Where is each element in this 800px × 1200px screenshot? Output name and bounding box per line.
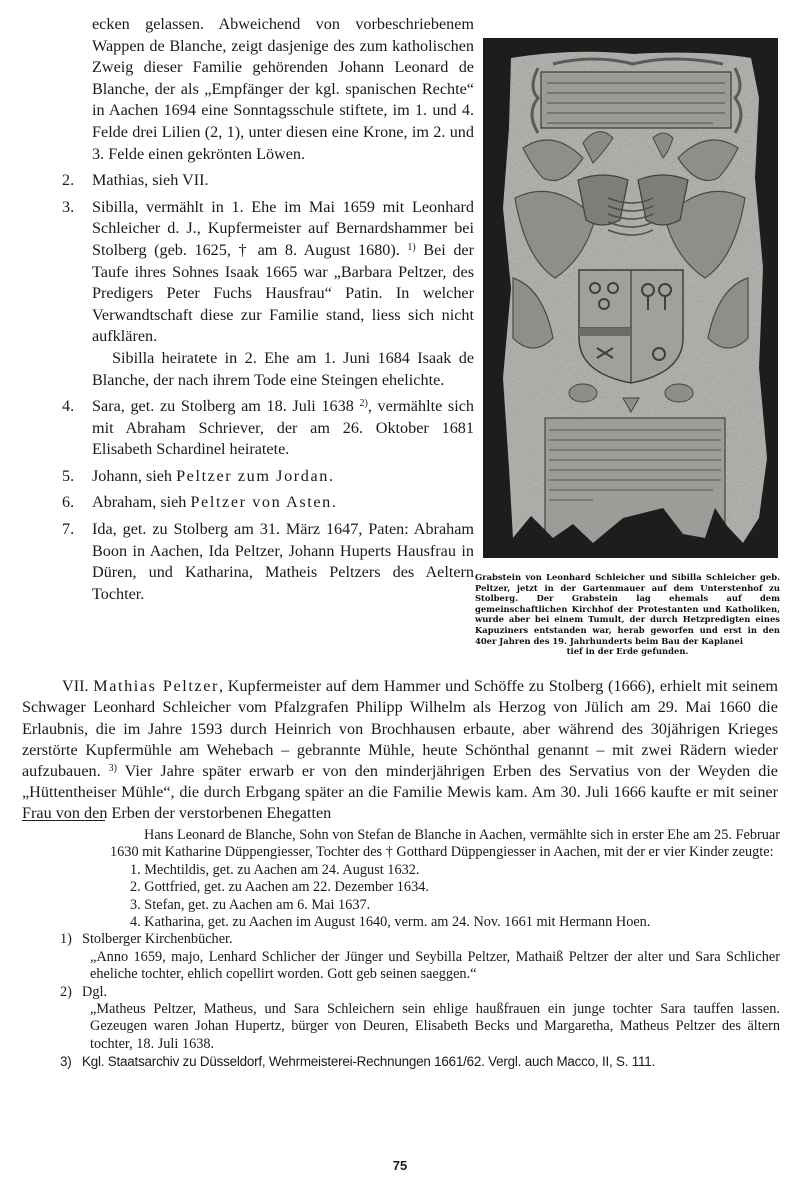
item-number: 2. bbox=[62, 171, 75, 190]
intro-paragraph: ecken gelassen. Abweichend von vorbeschriebenem Wappen de Blanche, zeigt dasjenige des zum katholischen Zweig dieser Familie gehörenden Johann Leonard de Blanche, der als „Empfänger der kgl. spanischen Rechte“ in Aachen 1694 eine Sonntagsschule stiftete, im 1. und 4. Felde drei Lilien (2, 1), unter diesen eine Krone, im 2. und 3. Felde einen gekrönten Löwen. bbox=[92, 15, 474, 163]
figure-caption bbox=[475, 572, 780, 657]
item-text: Sara, get. zu Stolberg am 18. Juli 1638 bbox=[92, 397, 354, 416]
item-text: Sibilla, vermählt in 1. Ehe im Mai 1659 mit Leonhard Schleicher d. J., Kupfermeister auf Bernardshammer bei Stolberg (geb. 1625, † am 8. August 1680). bbox=[92, 197, 474, 259]
footnote-3 bbox=[60, 1053, 780, 1070]
item-text-end: . bbox=[331, 493, 336, 512]
footnote-separator bbox=[22, 820, 105, 821]
item-text: Ida, get. zu Stolberg am 31. März 1647, Paten: Abraham Boon in Aachen, Ida Peltzer, Johann Huperts Hausfrau in Düren, und Katharina, Matheis Peltzers des Aeltern Tochter. bbox=[92, 520, 474, 603]
list-item-7 bbox=[62, 519, 474, 605]
item-number: 4. bbox=[62, 397, 75, 416]
cross-reference: Peltzer von Asten bbox=[190, 493, 332, 512]
item-text-continued: Bei der Taufe ihres Sohnes Isaak 1665 war „Barbara Peltzer, des Predigers Peter Fuchs Hausfrau“ Patin. In welcher Verwandtschaft diese zur Familie stand, liess sich nicht aufklären. bbox=[92, 240, 474, 346]
footnote-source: Stolberger Kirchenbücher. bbox=[82, 931, 233, 948]
footnote-quote: „Anno 1659, majo, Lenhard Schlicher der Jünger und Seybilla Peltzer, Mathaiß Peltzer der alter und Sara Schlicher eheliche tochter, ehlich copellirt worden. Gott geb seinen saeggen.“ bbox=[90, 948, 780, 983]
footnote-mark: 2) bbox=[60, 983, 72, 1000]
section-number: VII. bbox=[62, 677, 89, 696]
caption-last-line: tief in der Erde gefunden. bbox=[566, 646, 689, 657]
child-entry: 1. Mechtildis, get. zu Aachen am 24. August 1632. bbox=[130, 861, 420, 878]
left-column bbox=[62, 14, 474, 605]
list-item-5 bbox=[62, 466, 474, 488]
cross-reference: Peltzer zum Jordan bbox=[176, 466, 329, 485]
gravestone-illustration bbox=[483, 38, 778, 558]
section-text: , Kupfermeister auf dem Hammer und Schöffe zu Stolberg (1666), erhielt mit seinem Schwager Leonhard Schleicher vom Pfalzgrafen Philipp Wilhelm als Herzog von Jülich am 29. Mai 1660 die Erlaubnis, die im Jahre 1593 durch Heinrich von Brochhausen erbaute, aber während des 30jährigen Krieges zerstörte Kupfermühle am Wehebach – gebrannte Mühle, heute Schönthal genannt – mit zwei Rädern wieder aufzubauen. bbox=[22, 677, 779, 780]
item-text: Abraham, sieh bbox=[92, 493, 191, 512]
item-number: 6. bbox=[62, 493, 75, 512]
list-item-2 bbox=[62, 170, 474, 192]
footnote-ref[interactable]: 1) bbox=[407, 241, 416, 253]
item-text-end: . bbox=[328, 466, 333, 485]
list-item-4 bbox=[62, 396, 474, 461]
item-text: Mathias, sieh VII. bbox=[92, 171, 209, 190]
item-text-continued: , vermählte sich mit Abraham Schriever, der am 26. Oktober 1681 Elisabeth Schardinel heiratete. bbox=[92, 397, 474, 459]
child-entry: 4. Katharina, get. zu Aachen im August 1640, verm. am 24. Nov. 1661 mit Hermann Hoen. bbox=[130, 914, 651, 931]
footnote-ref[interactable]: 3) bbox=[108, 763, 117, 774]
section-vii-paragraph bbox=[22, 676, 778, 824]
section-person-name: Mathias Peltzer bbox=[93, 677, 219, 696]
footnote-ref[interactable]: 2) bbox=[359, 398, 368, 410]
footnote-1 bbox=[60, 931, 780, 983]
footnote-source: Kgl. Staatsarchiv zu Düsseldorf, Wehrmeisterei-Rechnungen 1661/62. Vergl. auch Macco, II, S. 111. bbox=[82, 1054, 656, 1070]
item-text: Johann, sieh bbox=[92, 466, 177, 485]
footnote-source: Dgl. bbox=[82, 983, 108, 1000]
item-number: 3. bbox=[62, 197, 75, 216]
footnote-2 bbox=[60, 984, 780, 1054]
sibilla-second-marriage: Sibilla heiratete in 2. Ehe am 1. Juni 1684 Isaak de Blanche, der nach ihrem Tode eine Steingen ehelichte. bbox=[92, 348, 474, 389]
list-item-3 bbox=[62, 197, 474, 348]
item-number: 7. bbox=[62, 520, 75, 539]
footnote-mark: 3) bbox=[60, 1054, 72, 1070]
footnote-quote: „Matheus Peltzer, Matheus, und Sara Schleichern sein ehlige haußfrauen ein junge tochter Sara tauffen lassen. Gezeugen waren Johan Hupertz, bürger von Deuren, Elisabeth Becks und Margaretha, Matheus Peltzer des ältern tochter, 18. Juli 1638. bbox=[90, 1001, 780, 1052]
list-item-6 bbox=[62, 492, 474, 514]
child-entry: 2. Gottfried, get. zu Aachen am 22. Dezember 1634. bbox=[130, 879, 429, 896]
page-number: 75 bbox=[392, 1158, 408, 1173]
top-inscription-panel bbox=[541, 72, 731, 128]
blanche-note: Hans Leonard de Blanche, Sohn von Stefan de Blanche in Aachen, vermählte sich in erster Ehe am 25. Februar 1630 mit Katharine Düppengiesser, Tochter des † Gotthard Düppengiesser in Aachen, mit der er vier Kinder zeugte: bbox=[110, 827, 780, 861]
caption-text: Grabstein von Leonhard Schleicher und Sibilla Schleicher geb. Peltzer, jetzt in der Gartenmauer auf dem Unterstenhof zu Stolberg. Der Grabstein lag ehemals auf dem gemeinschaftlichen Kirchhof der Protestanten und Katholiken, wurde aber bei einem Tumult, der durch Hetzpredigten eines Kapuziners entstanden war, herab geworfen und erst in den 40er Jahren des 19. Jahrhunderts beim Bau der Kaplanei bbox=[475, 572, 780, 646]
gravestone-photo bbox=[483, 38, 778, 558]
footnotes-area bbox=[60, 827, 780, 1071]
section-text-continued: Vier Jahre später erwarb er von den minderjährigen Erben des Servatius von der Weyden die „Hüttentheiser Mühle“, die durch Erbgang später an die Familie Mewis kam. Am 30. Juli 1666 kaufte er mit seiner Frau von den Erben der verstorbenen Ehegatten bbox=[22, 762, 778, 823]
footnote-mark: 1) bbox=[60, 931, 72, 948]
child-entry: 3. Stefan, get. zu Aachen am 6. Mai 1637. bbox=[130, 896, 371, 913]
item-number: 5. bbox=[62, 466, 75, 485]
